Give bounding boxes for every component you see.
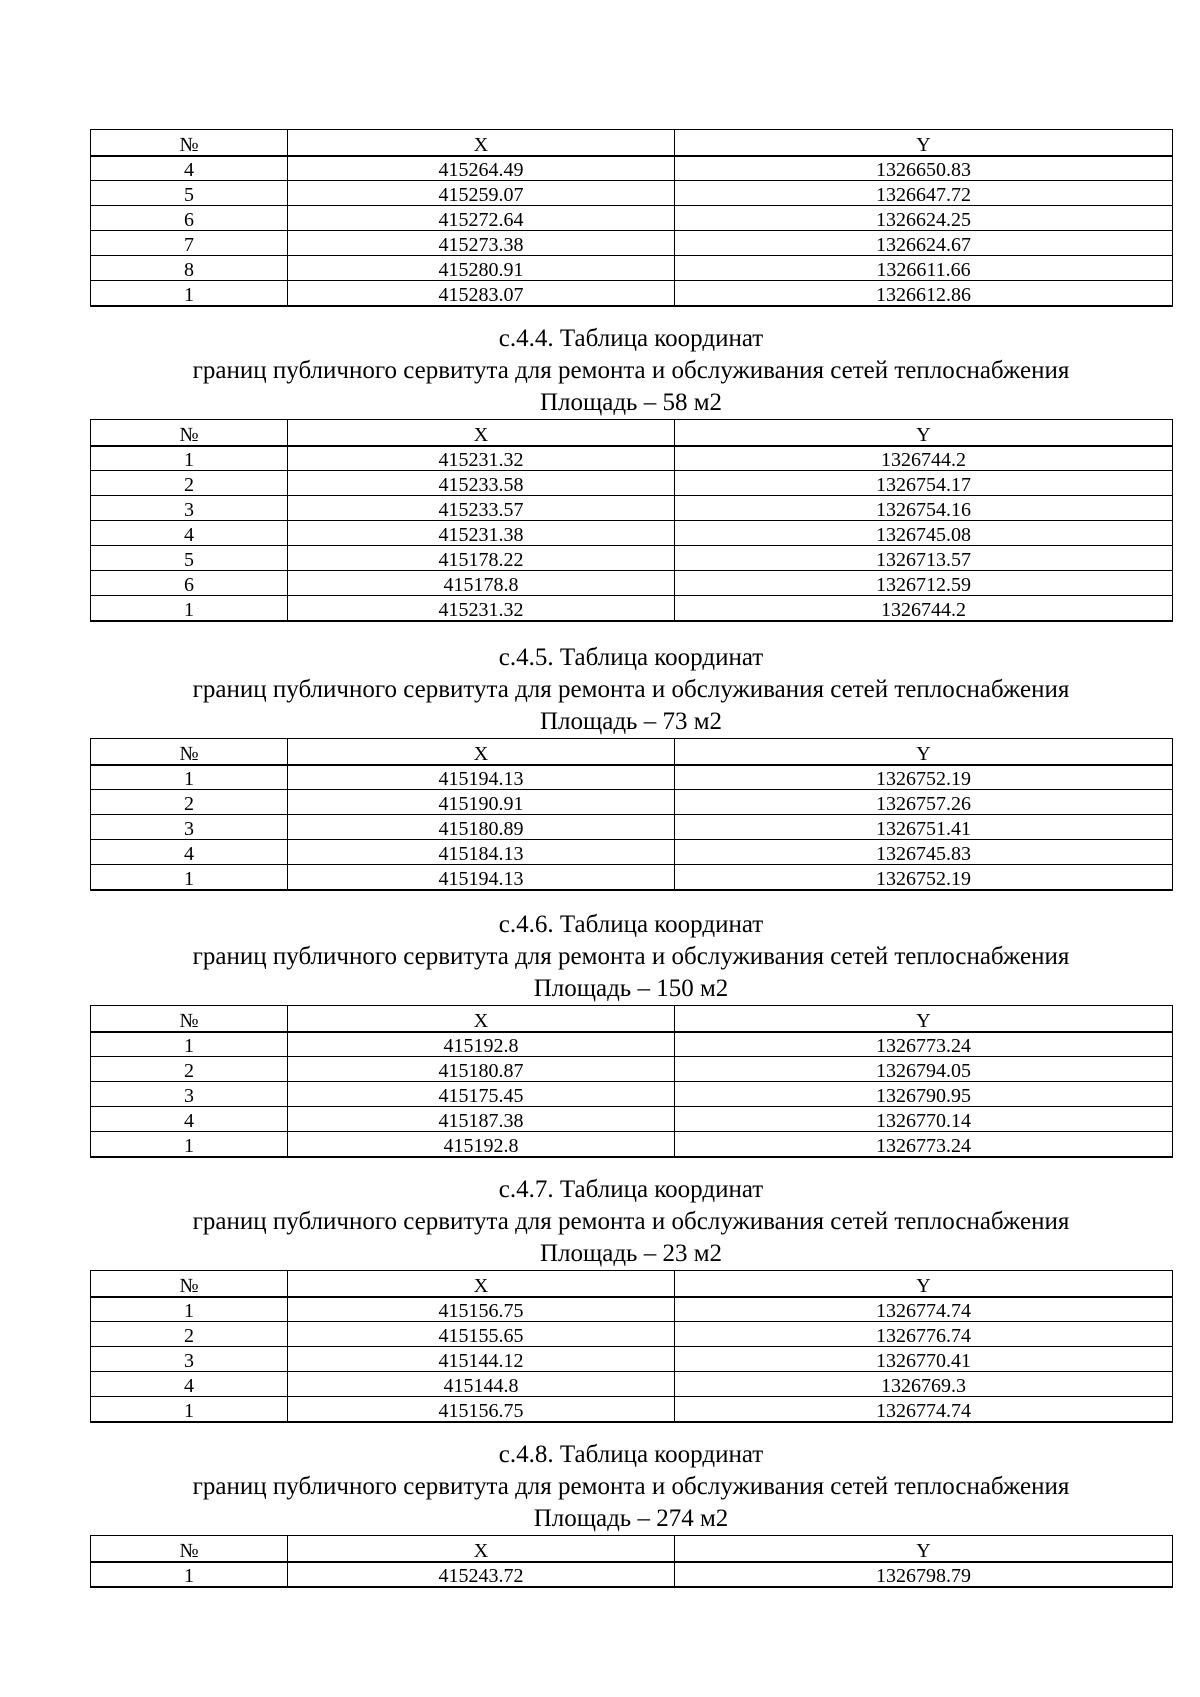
coordinates-table-4-8 (90, 1535, 1173, 1588)
point-number: 6 (91, 206, 288, 231)
point-number: 3 (91, 1082, 288, 1107)
coord-x: 415272.64 (288, 206, 675, 231)
table-row (91, 446, 1173, 471)
table-subtitle: границ публичного сервитута для ремонта и обслуживания сетей теплоснабжения (192, 1473, 1070, 1500)
table-row (91, 1132, 1173, 1157)
table-row (91, 865, 1173, 890)
coord-y: 1326769.3 (675, 1372, 1173, 1397)
coord-y: 1326776.74 (675, 1322, 1173, 1347)
coord-x: 415194.13 (288, 765, 675, 790)
coord-x: 415178.22 (288, 546, 675, 571)
coord-y: 1326770.41 (675, 1347, 1173, 1372)
coord-x: 415190.91 (288, 790, 675, 815)
header-x: X (288, 1271, 675, 1297)
coord-y: 1326752.19 (675, 865, 1173, 890)
point-number: 1 (91, 281, 288, 306)
coord-x: 415180.89 (288, 815, 675, 840)
point-number: 2 (91, 471, 288, 496)
point-number: 2 (91, 790, 288, 815)
table-row (91, 181, 1173, 206)
coord-y: 1326774.74 (675, 1297, 1173, 1322)
coord-x: 415231.32 (288, 446, 675, 471)
coord-y: 1326650.83 (675, 156, 1173, 181)
coord-y: 1326713.57 (675, 546, 1173, 571)
coord-x: 415156.75 (288, 1397, 675, 1422)
table-row (91, 1397, 1173, 1422)
table-area: Площадь – 274 м2 (533, 1505, 729, 1532)
point-number: 5 (91, 546, 288, 571)
table-title: с.4.8. Таблица координат (498, 1441, 764, 1468)
header-x: X (288, 739, 675, 765)
coord-y: 1326757.26 (675, 790, 1173, 815)
coord-x: 415155.65 (288, 1322, 675, 1347)
point-number: 1 (91, 1562, 288, 1587)
point-number: 1 (91, 1397, 288, 1422)
coord-x: 415187.38 (288, 1107, 675, 1132)
table-area: Площадь – 150 м2 (533, 975, 729, 1002)
point-number: 4 (91, 1372, 288, 1397)
coordinates-table-4-6 (90, 1005, 1173, 1158)
table-header-row (91, 1006, 1173, 1032)
table-row (91, 281, 1173, 306)
coord-y: 1326624.67 (675, 231, 1173, 256)
coord-x: 415231.38 (288, 521, 675, 546)
header-number: № (91, 130, 288, 156)
header-y: Y (675, 1006, 1173, 1032)
point-number: 1 (91, 1032, 288, 1057)
coord-y: 1326612.86 (675, 281, 1173, 306)
coord-y: 1326770.14 (675, 1107, 1173, 1132)
header-y: Y (675, 130, 1173, 156)
table-row (91, 496, 1173, 521)
point-number: 4 (91, 521, 288, 546)
table-row (91, 231, 1173, 256)
table-row (91, 765, 1173, 790)
point-number: 3 (91, 815, 288, 840)
table-row (91, 521, 1173, 546)
point-number: 1 (91, 1297, 288, 1322)
coord-x: 415184.13 (288, 840, 675, 865)
table-subtitle: границ публичного сервитута для ремонта и обслуживания сетей теплоснабжения (192, 943, 1070, 970)
point-number: 1 (91, 446, 288, 471)
coord-x: 415280.91 (288, 256, 675, 281)
table-row (91, 1032, 1173, 1057)
coord-x: 415231.32 (288, 596, 675, 621)
header-number: № (91, 1536, 288, 1562)
coord-x: 415194.13 (288, 865, 675, 890)
table-row (91, 1107, 1173, 1132)
table-subtitle: границ публичного сервитута для ремонта и обслуживания сетей теплоснабжения (192, 357, 1070, 384)
coord-y: 1326754.16 (675, 496, 1173, 521)
coordinates-table-4-5 (90, 738, 1173, 891)
coord-x: 415180.87 (288, 1057, 675, 1082)
coord-x: 415144.12 (288, 1347, 675, 1372)
table-header-row (91, 130, 1173, 156)
coord-y: 1326744.2 (675, 446, 1173, 471)
table-header-row (91, 1271, 1173, 1297)
point-number: 1 (91, 765, 288, 790)
coord-x: 415144.8 (288, 1372, 675, 1397)
point-number: 4 (91, 156, 288, 181)
coord-x: 415233.57 (288, 496, 675, 521)
coordinates-table-4-4 (90, 419, 1173, 622)
table-area: Площадь – 58 м2 (539, 389, 723, 416)
point-number: 2 (91, 1322, 288, 1347)
coord-x: 415243.72 (288, 1562, 675, 1587)
table-title: с.4.7. Таблица координат (498, 1176, 764, 1203)
coord-y: 1326754.17 (675, 471, 1173, 496)
coord-y: 1326774.74 (675, 1397, 1173, 1422)
point-number: 4 (91, 840, 288, 865)
header-number: № (91, 1271, 288, 1297)
table-row (91, 1057, 1173, 1082)
table-row (91, 1347, 1173, 1372)
header-x: X (288, 130, 675, 156)
table-row (91, 571, 1173, 596)
table-area: Площадь – 23 м2 (539, 1240, 723, 1267)
point-number: 8 (91, 256, 288, 281)
table-row (91, 206, 1173, 231)
point-number: 3 (91, 496, 288, 521)
point-number: 1 (91, 865, 288, 890)
table-row (91, 596, 1173, 621)
table-title: с.4.6. Таблица координат (498, 911, 764, 938)
coord-y: 1326712.59 (675, 571, 1173, 596)
table-header-row (91, 1536, 1173, 1562)
coord-y: 1326624.25 (675, 206, 1173, 231)
coord-y: 1326745.83 (675, 840, 1173, 865)
point-number: 1 (91, 596, 288, 621)
point-number: 3 (91, 1347, 288, 1372)
point-number: 6 (91, 571, 288, 596)
table-row (91, 546, 1173, 571)
coord-y: 1326798.79 (675, 1562, 1173, 1587)
coord-y: 1326790.95 (675, 1082, 1173, 1107)
coord-y: 1326794.05 (675, 1057, 1173, 1082)
table-row (91, 815, 1173, 840)
coord-y: 1326773.24 (675, 1032, 1173, 1057)
coord-x: 415273.38 (288, 231, 675, 256)
table-header-row (91, 739, 1173, 765)
header-y: Y (675, 739, 1173, 765)
point-number: 2 (91, 1057, 288, 1082)
table-row (91, 471, 1173, 496)
point-number: 5 (91, 181, 288, 206)
coord-x: 415192.8 (288, 1132, 675, 1157)
header-x: X (288, 420, 675, 446)
coord-y: 1326773.24 (675, 1132, 1173, 1157)
header-y: Y (675, 1536, 1173, 1562)
table-row (91, 1082, 1173, 1107)
table-title: с.4.4. Таблица координат (498, 325, 764, 352)
header-number: № (91, 1006, 288, 1032)
point-number: 4 (91, 1107, 288, 1132)
coord-x: 415178.8 (288, 571, 675, 596)
table-row (91, 256, 1173, 281)
coord-y: 1326611.66 (675, 256, 1173, 281)
header-number: № (91, 739, 288, 765)
coord-x: 415264.49 (288, 156, 675, 181)
table-row (91, 1372, 1173, 1397)
coord-x: 415283.07 (288, 281, 675, 306)
table-subtitle: границ публичного сервитута для ремонта и обслуживания сетей теплоснабжения (192, 676, 1070, 703)
coord-x: 415156.75 (288, 1297, 675, 1322)
table-row (91, 790, 1173, 815)
coord-y: 1326744.2 (675, 596, 1173, 621)
point-number: 7 (91, 231, 288, 256)
point-number: 1 (91, 1132, 288, 1157)
table-header-row (91, 420, 1173, 446)
table-area: Площадь – 73 м2 (539, 708, 723, 735)
table-title: с.4.5. Таблица координат (498, 644, 764, 671)
coord-y: 1326745.08 (675, 521, 1173, 546)
table-row (91, 1322, 1173, 1347)
coord-x: 415259.07 (288, 181, 675, 206)
coord-x: 415175.45 (288, 1082, 675, 1107)
coord-y: 1326751.41 (675, 815, 1173, 840)
table-row (91, 1297, 1173, 1322)
header-y: Y (675, 420, 1173, 446)
coordinates-table-4-7 (90, 1270, 1173, 1423)
coord-y: 1326752.19 (675, 765, 1173, 790)
table-subtitle: границ публичного сервитута для ремонта и обслуживания сетей теплоснабжения (192, 1208, 1070, 1235)
coord-x: 415233.58 (288, 471, 675, 496)
header-number: № (91, 420, 288, 446)
coord-x: 415192.8 (288, 1032, 675, 1057)
header-x: X (288, 1536, 675, 1562)
coord-y: 1326647.72 (675, 181, 1173, 206)
header-x: X (288, 1006, 675, 1032)
coordinates-table-continued (90, 129, 1173, 307)
header-y: Y (675, 1271, 1173, 1297)
table-row (91, 1562, 1173, 1587)
table-row (91, 840, 1173, 865)
table-row (91, 156, 1173, 181)
